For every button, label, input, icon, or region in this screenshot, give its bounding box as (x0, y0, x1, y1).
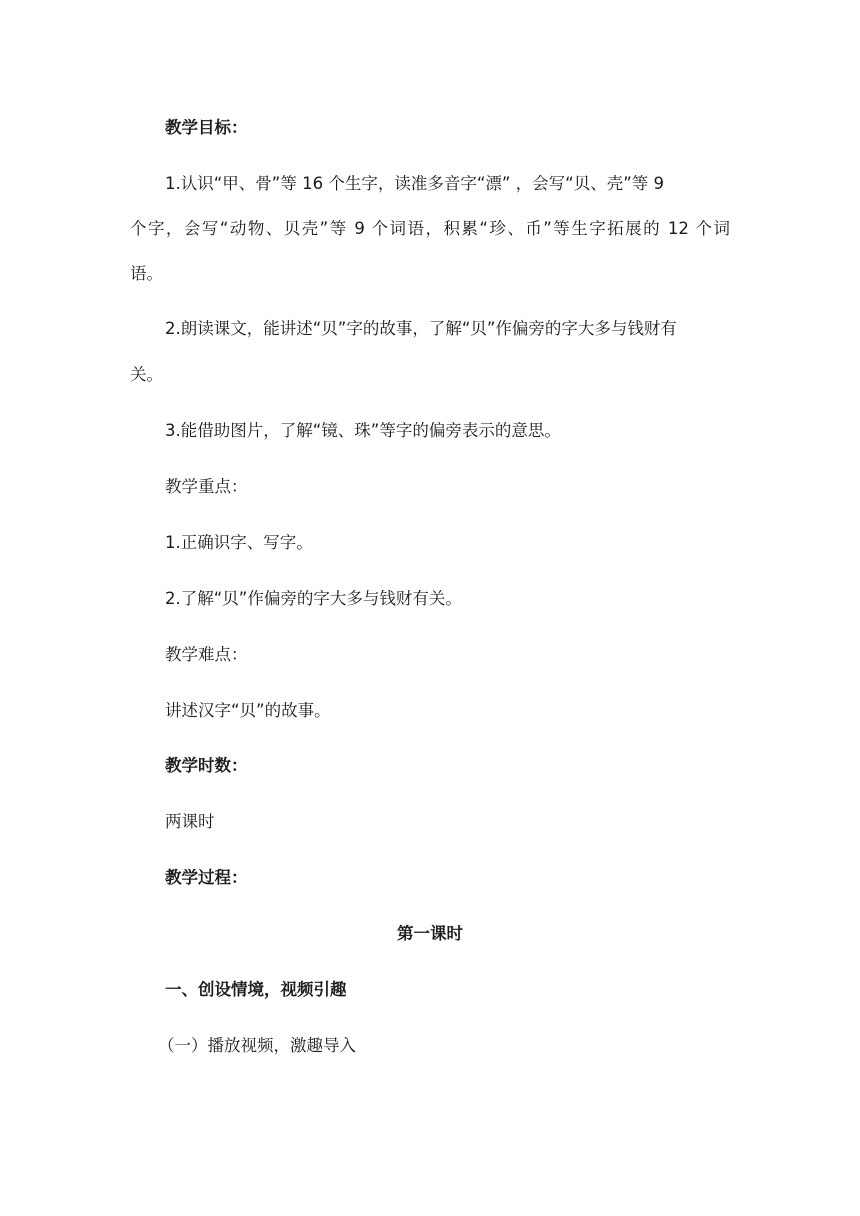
difficulty-heading: 教学难点： (165, 645, 248, 664)
section-1-heading: 一、创设情境，视频引趣 (165, 980, 347, 999)
difficulty-text: 讲述汉字“贝”的故事。 (165, 701, 331, 720)
hours-heading: 教学时数： (165, 756, 248, 775)
objective-1-line-2: 个字，会写“动物、贝壳”等 9 个词语，积累“珍、币”等生字拓展的 12 个词 (130, 219, 730, 238)
process-heading: 教学过程： (165, 868, 248, 887)
objective-1-line-1: 1.认识“甲、骨”等 16 个生字，读准多音字“漂” ，会写“贝、壳”等 9 (165, 174, 665, 193)
key-point-2: 2.了解“贝”作偏旁的字大多与钱财有关。 (165, 589, 462, 608)
objective-3: 3.能借助图片，了解“镜、珠”等字的偏旁表示的意思。 (165, 421, 561, 440)
objectives-heading: 教学目标： (165, 118, 248, 137)
objective-2-line-1: 2.朗读课文，能讲述“贝”字的故事，了解“贝”作偏旁的字大多与钱财有 (165, 319, 677, 338)
objective-2-line-2: 关。 (130, 365, 163, 384)
subsection-1: （一）播放视频，激趣导入 (158, 1036, 356, 1055)
key-points-heading: 教学重点： (165, 477, 248, 496)
key-point-1: 1.正确识字、写字。 (165, 533, 313, 552)
lesson-title: 第一课时 (397, 924, 463, 943)
hours-text: 两课时 (165, 812, 215, 831)
objective-1-line-3: 语。 (130, 264, 163, 283)
